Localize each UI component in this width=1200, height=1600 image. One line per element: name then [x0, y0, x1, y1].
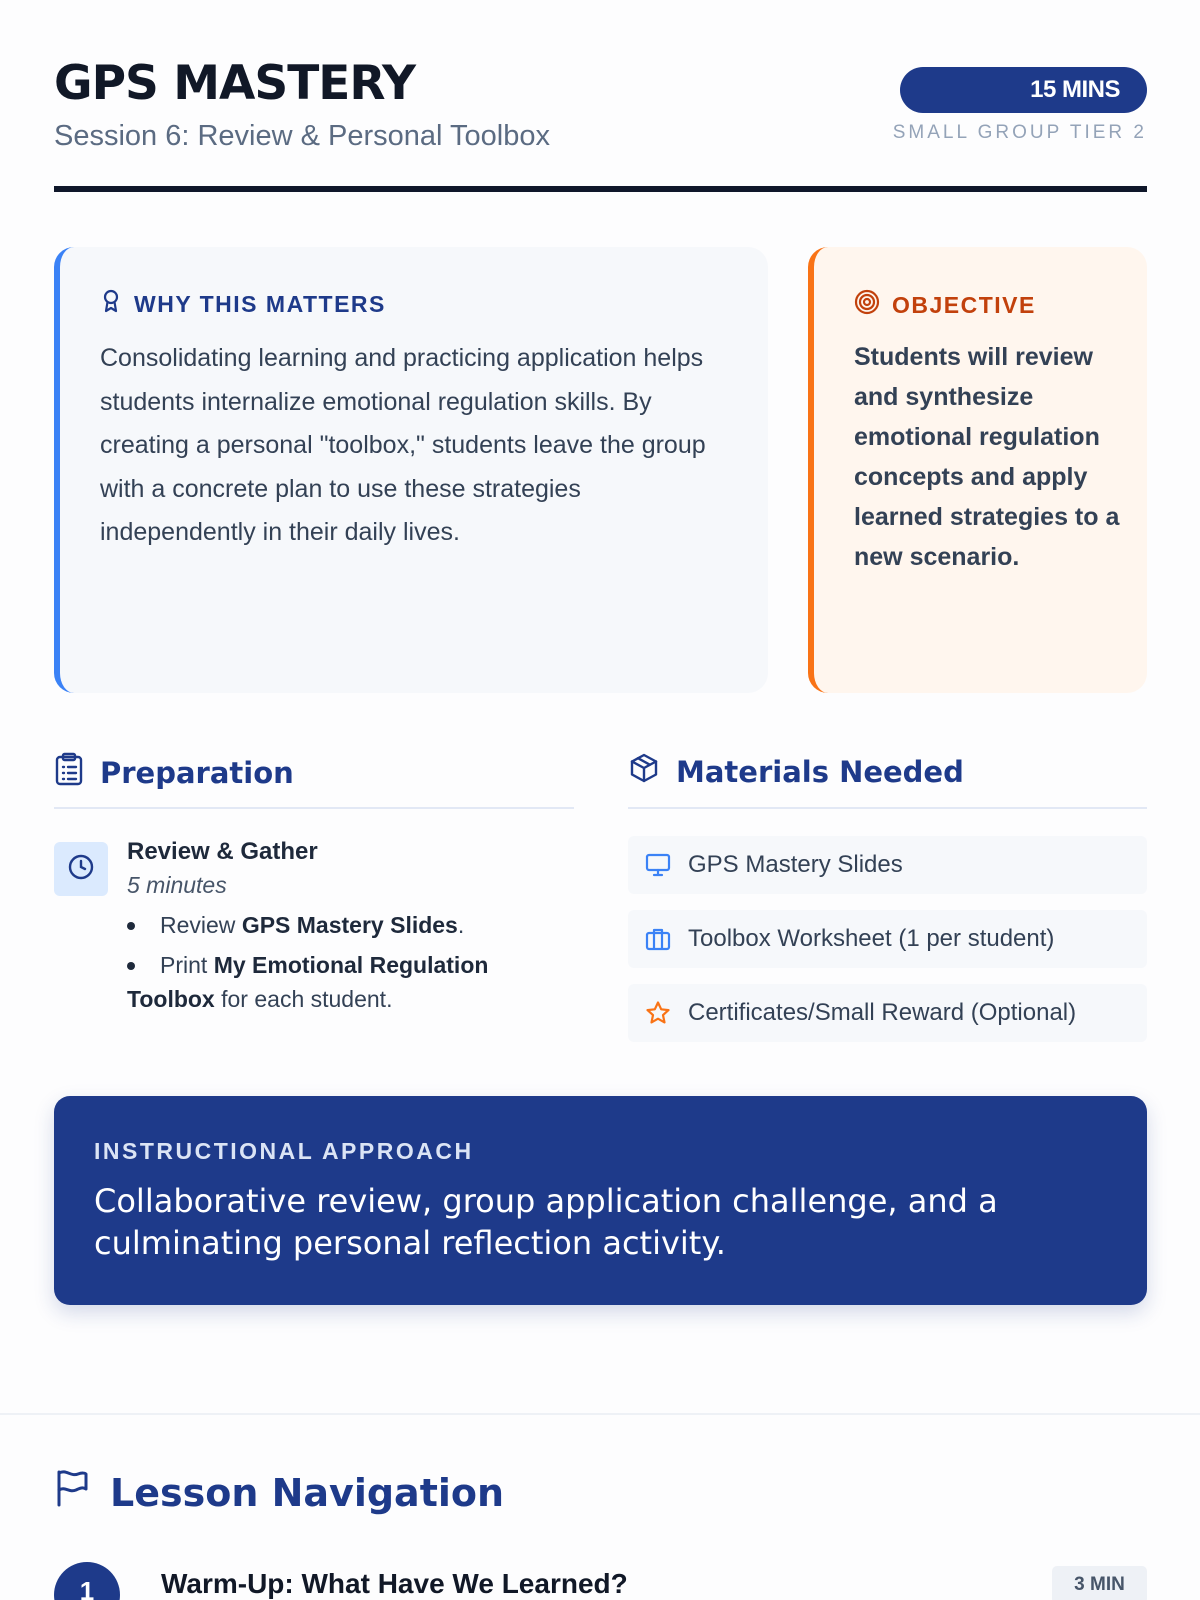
prep-list [127, 908, 557, 1022]
briefcase-icon [628, 927, 688, 951]
materials-heading: Materials Needed [628, 752, 964, 791]
preparation-heading: Preparation [54, 752, 294, 793]
objective-card [808, 247, 1147, 693]
list-item: Review GPS Mastery Slides. [127, 908, 557, 942]
step-title[interactable]: Warm-Up: What Have We Learned? [161, 1568, 628, 1599]
header-divider [54, 186, 1147, 192]
prep-item-title: Review & Gather [127, 838, 318, 865]
prep-time-badge [54, 842, 108, 896]
page-title: GPS MASTERY [54, 56, 416, 111]
materials-rule [628, 807, 1147, 809]
step-number[interactable]: 1 [54, 1562, 120, 1600]
step-time-badge: 3 MIN [1052, 1566, 1147, 1600]
flag-icon [54, 1468, 90, 1517]
star-icon [628, 1000, 688, 1026]
package-icon [628, 752, 660, 791]
approach-text: Collaborative review, group application challenge, and a culminating personal reflection activity. [94, 1182, 998, 1262]
why-heading: WHY THIS MATTERS [100, 289, 386, 319]
objective-text: Students will review and synthesize emotional regulation concepts and apply learned strategies to a new scenario. [854, 343, 1120, 571]
award-icon [100, 289, 122, 319]
clipboard-icon [54, 752, 84, 793]
preparation-rule [54, 807, 574, 809]
list-item: Print My Emotional Regulation Toolbox for each student. [127, 952, 489, 1012]
instructional-approach-banner [54, 1096, 1147, 1305]
tier-label: SMALL GROUP TIER 2 [892, 122, 1147, 143]
material-item: Certificates/Small Reward (Optional) [628, 984, 1147, 1042]
section-divider [0, 1413, 1200, 1415]
material-item: Toolbox Worksheet (1 per student) [628, 910, 1147, 968]
clock-icon [68, 854, 94, 885]
prep-duration: 5 minutes [127, 872, 227, 898]
material-item: GPS Mastery Slides [628, 836, 1147, 894]
session-subtitle: Session 6: Review & Personal Toolbox [54, 120, 550, 152]
page-header [54, 52, 1147, 194]
approach-label: INSTRUCTIONAL APPROACH [94, 1138, 474, 1164]
duration-badge: 15 MINS [900, 67, 1147, 113]
why-this-matters-card [54, 247, 768, 693]
target-icon [854, 289, 880, 321]
monitor-icon [628, 853, 688, 877]
objective-heading: OBJECTIVE [854, 289, 1036, 321]
why-text: Consolidating learning and practicing application helps students internalize emotional regulation skills. By creating a personal "toolbox," students leave the group with a concrete plan to use these strategies independently in their daily lives. [100, 344, 706, 546]
lesson-navigation-heading: Lesson Navigation [54, 1468, 504, 1517]
